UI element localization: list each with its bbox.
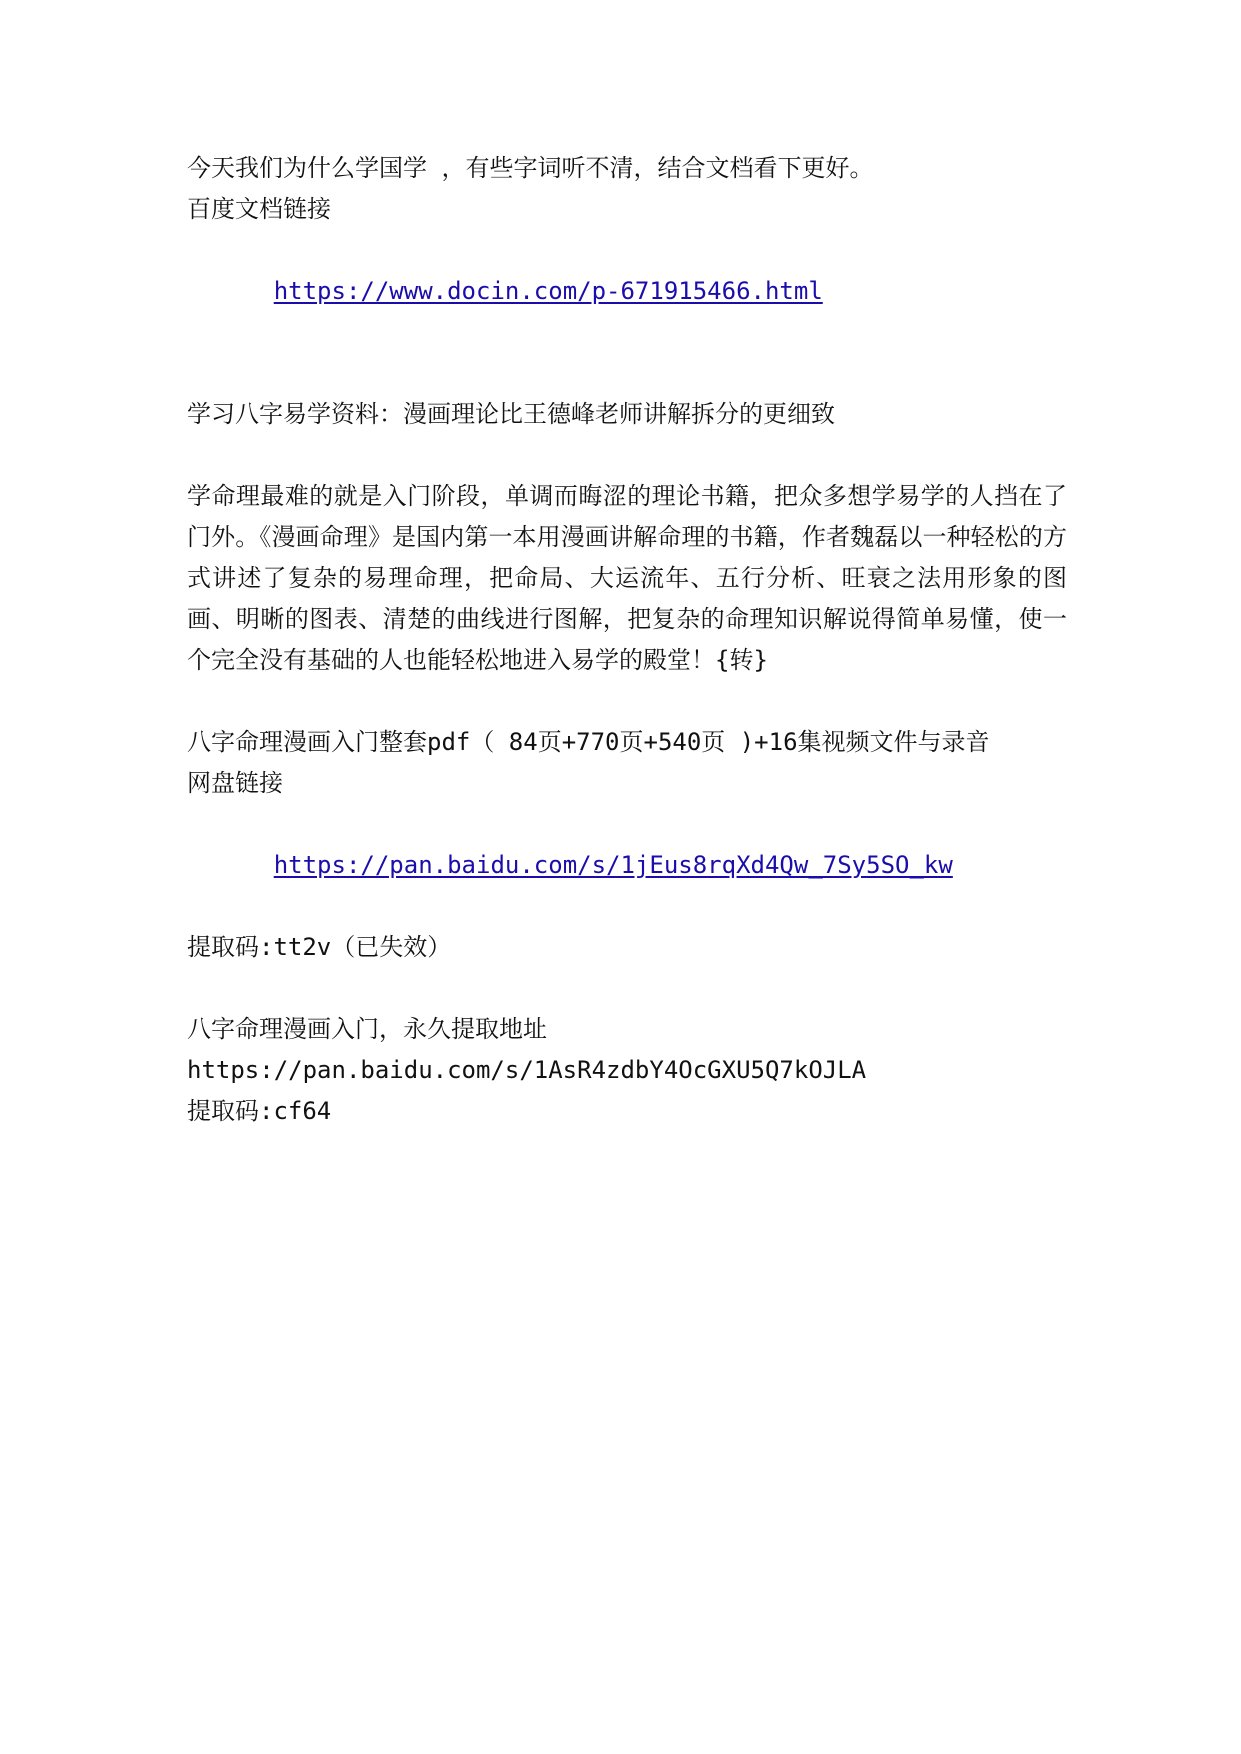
netdisk-link[interactable]: https://pan.baidu.com/s/1jEus8rqXd4Qw_7Sy5SO_kw [273,851,953,879]
spacer [187,353,1067,394]
baidu-doc-label: 百度文档链接 [187,195,331,223]
extraction-code: 提取码:cf64 [187,1097,332,1125]
description-paragraph: 学命理最难的就是入门阶段，单调而晦涩的理论书籍，把众多想学易学的人挡在了门外。《漫画命理》是国内第一本用漫画讲解命理的书籍，作者魏磊以一种轻松的方式讲述了复杂的易理命理，把命局、大运流年、五行分析、旺衰之法用形象的图画、明晰的图表、清楚的曲线进行图解，把复杂的命理知识解说得简单易懂，使一个完全没有基础的人也能轻松地进入易学的殿堂！{转} [187,482,1067,674]
docin-link-line [187,230,1067,353]
permanent-title: 八字命理漫画入门，永久提取地址 [187,1015,547,1043]
netdisk-label: 网盘链接 [187,769,283,797]
study-title: 学习八字易学资料：漫画理论比王德峰老师讲解拆分的更细致 [187,400,835,428]
spacer [187,435,1067,476]
document-body [187,148,1067,1132]
spacer [187,681,1067,722]
spacer [187,968,1067,1009]
docin-link[interactable]: https://www.docin.com/p-671915466.html [273,277,823,305]
netdisk-link-line [187,804,1067,927]
package-title: 八字命理漫画入门整套pdf（ 84页+770页+540页 )+16集视频文件与录音 [187,728,990,756]
extraction-code-expired: 提取码:tt2v（已失效） [187,933,452,961]
intro-line: 今天我们为什么学国学 ，有些字词听不清，结合文档看下更好。 [187,154,874,182]
permanent-url: https://pan.baidu.com/s/1AsR4zdbY4OcGXU5Q7kOJLA [187,1056,867,1084]
